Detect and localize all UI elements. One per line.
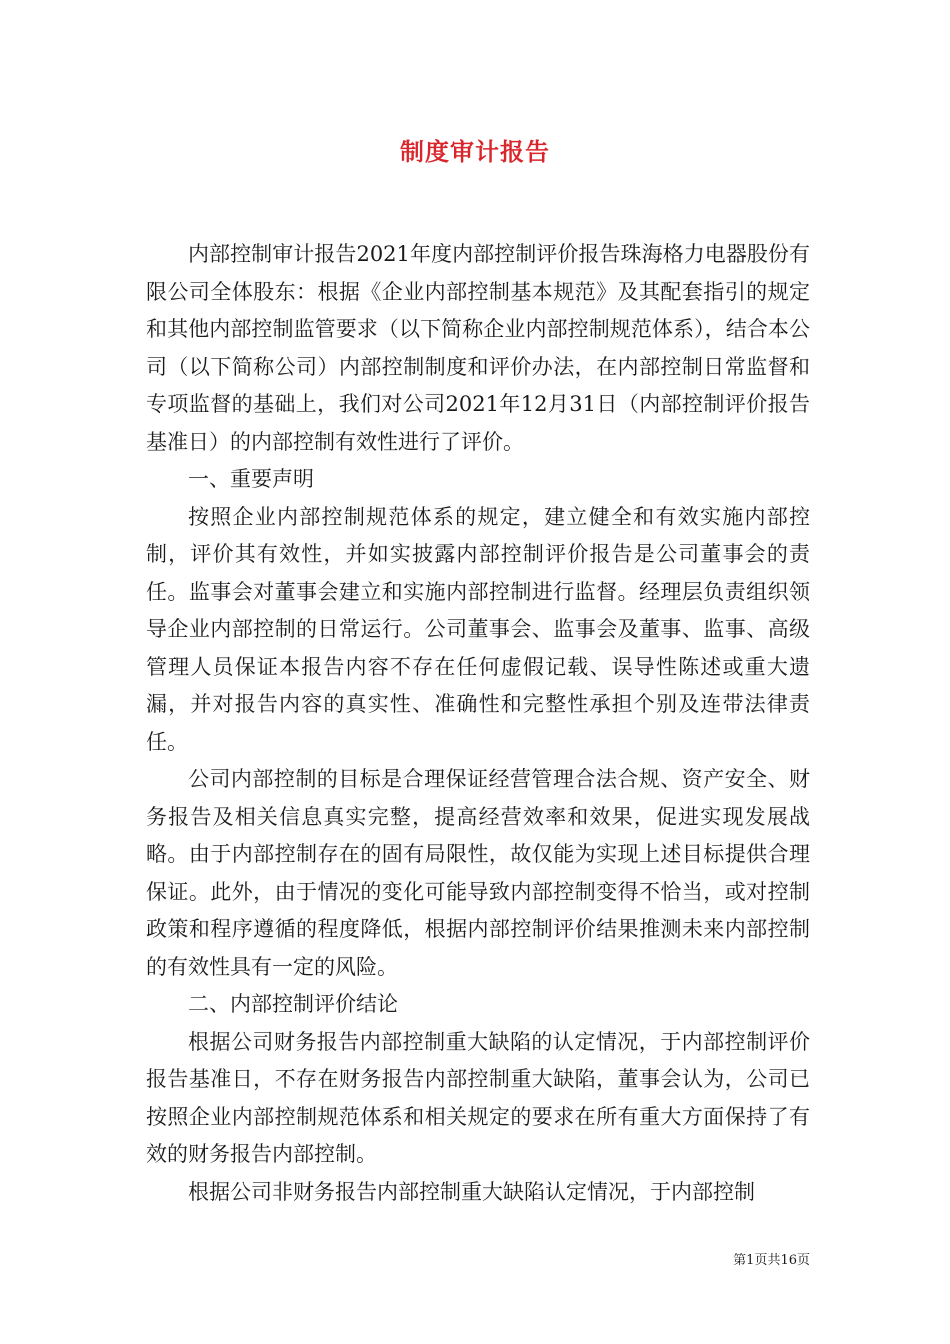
page-number-footer: 第1页共16页 (733, 1253, 810, 1268)
paragraph-nonfinancial-conclusion: 根据公司非财务报告内部控制重大缺陷认定情况，于内部控制 (188, 1179, 755, 1204)
document-title: 制度审计报告 (400, 137, 550, 166)
section-heading-conclusion: 二、内部控制评价结论 (188, 992, 398, 1016)
paragraph-objectives: 公司内部控制的目标是合理保证经营管理合法合规、资产安全、财务报告及相关信息真实完整，提高经营效率和效果，促进实现发展战略。由于内部控制存在的固有局限性，故仅能为实现上述目标提供合理保证。此外，由于情况的变化可能导致内部控制变得不恰当，或对控制政策和程序遵循的程度降低，根据内部控制评价结果推测未来内部控制的有效性具有一定的风险。 (146, 767, 810, 979)
document-body (146, 236, 810, 1211)
paragraph-intro: 内部控制审计报告2021年度内部控制评价报告珠海格力电器股份有限公司全体股东：根据《企业内部控制基本规范》及其配套指引的规定和其他内部控制监管要求（以下简称企业内部控制规范体系），结合本公司（以下简称公司）内部控制制度和评价办法，在内部控制日常监督和专项监督的基础上，我们对公司2021年12月31日（内部控制评价报告基准日）的内部控制有效性进行了评价。 (146, 242, 810, 454)
paragraph-responsibility: 按照企业内部控制规范体系的规定，建立健全和有效实施内部控制，评价其有效性，并如实披露内部控制评价报告是公司董事会的责任。监事会对董事会建立和实施内部控制进行监督。经理层负责组织领导企业内部控制的日常运行。公司董事会、监事会及董事、监事、高级管理人员保证本报告内容不存在任何虚假记载、误导性陈述或重大遗漏，并对报告内容的真实性、准确性和完整性承担个别及连带法律责任。 (146, 504, 810, 754)
paragraph-financial-conclusion: 根据公司财务报告内部控制重大缺陷的认定情况，于内部控制评价报告基准日，不存在财务报告内部控制重大缺陷，董事会认为，公司已按照企业内部控制规范体系和相关规定的要求在所有重大方面保持了有效的财务报告内部控制。 (146, 1029, 810, 1166)
section-heading-important-statement: 一、重要声明 (188, 467, 314, 491)
